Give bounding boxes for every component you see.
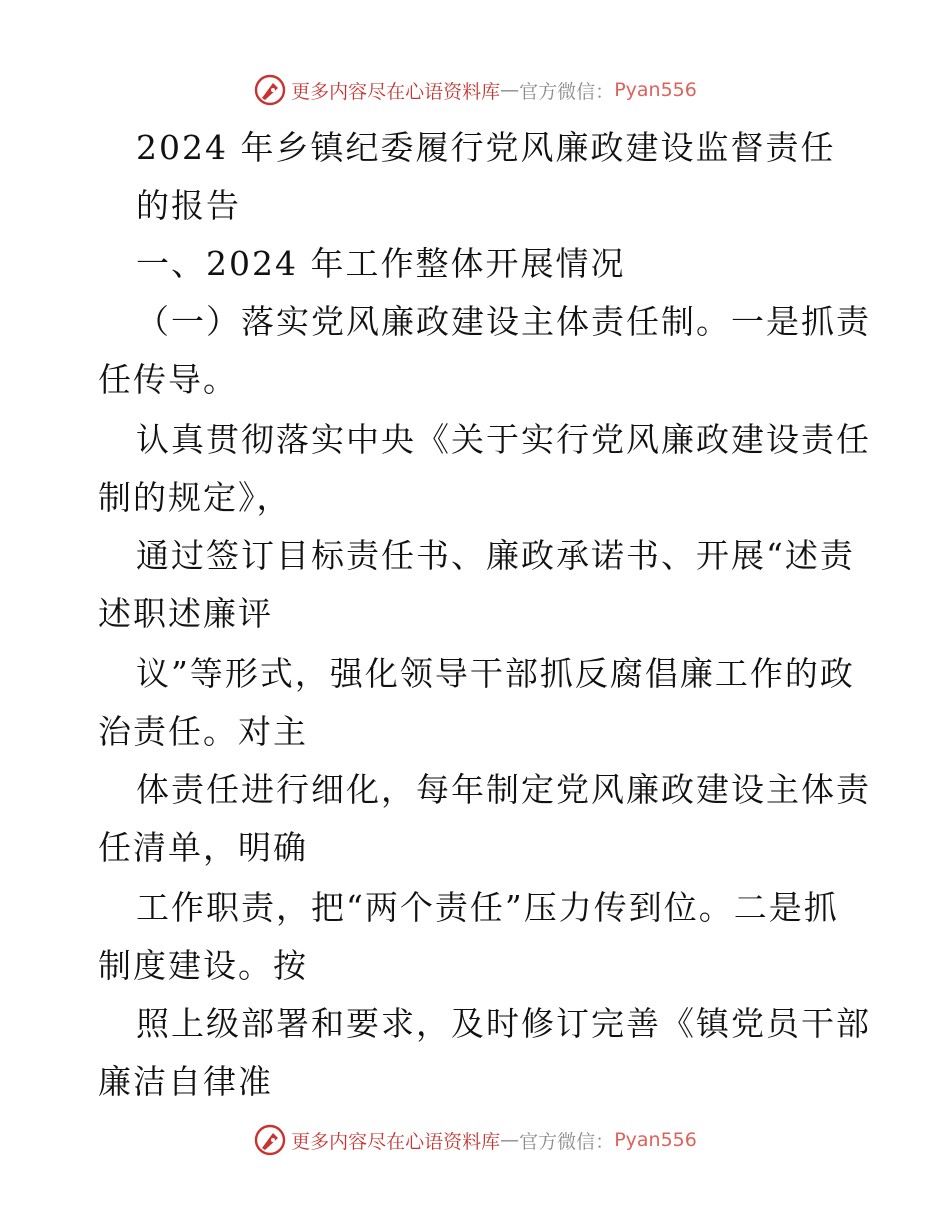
paragraph-line: （一）落实党风廉政建设主体责任制。一是抓责 bbox=[136, 302, 871, 341]
paragraph-line: 工作职责，把“两个责任”压力传到位。二是抓 bbox=[136, 888, 839, 927]
watermark-dash: — bbox=[500, 79, 520, 101]
paragraph-line: 廉洁自律准 bbox=[98, 1062, 273, 1101]
paragraph-line: 治责任。对主 bbox=[98, 712, 308, 751]
pen-nib-circle-icon bbox=[253, 73, 287, 107]
watermark-contact-label: 官方微信： bbox=[519, 80, 615, 103]
paragraph-line: 议”等形式，强化领导干部抓反腐倡廉工作的政 bbox=[136, 654, 855, 693]
watermark-contact-label: 官方微信： bbox=[519, 1130, 615, 1153]
pen-nib-circle-icon bbox=[253, 1123, 287, 1157]
header-watermark bbox=[0, 70, 950, 110]
watermark-contact-id: Pyan556 bbox=[614, 1129, 697, 1151]
footer-watermark bbox=[0, 1120, 950, 1160]
watermark-main-text: 更多内容尽在心语资料库 bbox=[291, 80, 501, 103]
paragraph-line: 制度建设。按 bbox=[98, 946, 308, 985]
document-title-line-2: 的报告 bbox=[136, 186, 241, 225]
watermark-contact-id: Pyan556 bbox=[614, 79, 697, 101]
paragraph-line: 制的规定》， bbox=[98, 478, 292, 517]
section-heading: 一、2024 年工作整体开展情况 bbox=[136, 244, 626, 283]
paragraph-line: 任清单，明确 bbox=[98, 828, 308, 867]
paragraph-line: 照上级部署和要求，及时修订完善《镇党员干部 bbox=[136, 1004, 871, 1043]
paragraph-line: 任传导。 bbox=[98, 360, 238, 399]
paragraph-line: 体责任进行细化，每年制定党风廉政建设主体责 bbox=[136, 770, 871, 809]
paragraph-line: 认真贯彻落实中央《关于实行党风廉政建设责任 bbox=[136, 420, 871, 459]
document-title-line-1: 2024 年乡镇纪委履行党风廉政建设监督责任 bbox=[136, 128, 836, 167]
watermark-main-text: 更多内容尽在心语资料库 bbox=[291, 1130, 501, 1153]
paragraph-line: 通过签订目标责任书、廉政承诺书、开展“述责 bbox=[136, 536, 855, 575]
paragraph-line: 述职述廉评 bbox=[98, 594, 273, 633]
watermark-dash: — bbox=[500, 1129, 520, 1151]
